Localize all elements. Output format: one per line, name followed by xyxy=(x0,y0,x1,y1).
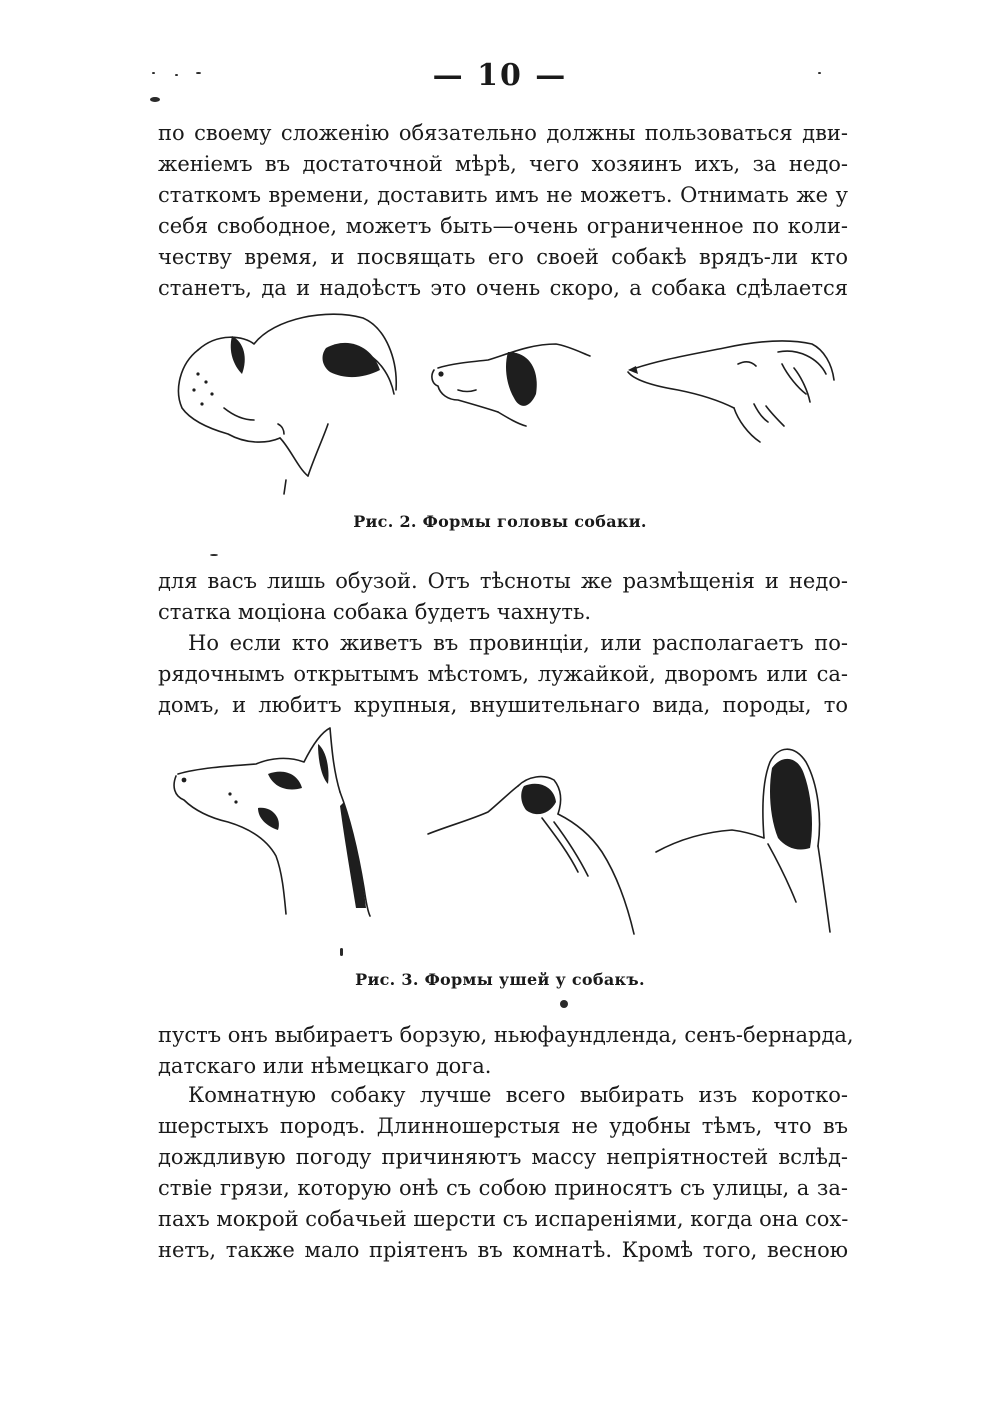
figure-3-caption: Рис. 3. Формы ушей у собакъ. xyxy=(355,970,645,989)
page-number: — 10 — xyxy=(432,58,568,93)
paragraph-2 xyxy=(158,566,848,628)
paragraph-4 xyxy=(158,1020,854,1082)
paragraph-1 xyxy=(158,118,848,304)
paragraph-3 xyxy=(158,628,848,721)
text-line: датскаго или нѣмецкаго дога. xyxy=(158,1054,492,1078)
text-line: по своему сложенію обязательно должны пользоваться дви- xyxy=(158,121,848,145)
folded-ear-drawing xyxy=(428,777,634,934)
text-line: пустъ онъ выбираетъ борзую, ньюфаундленда, сенъ-бернарда, xyxy=(158,1023,854,1047)
text-line: ствіе грязи, которую онѣ съ собою приносятъ съ улицы, а за- xyxy=(158,1176,848,1200)
text-line: шерстыхъ породъ. Длинношерстыя не удобны тѣмъ, что въ xyxy=(158,1114,848,1138)
bat-ear-drawing xyxy=(656,749,830,932)
text-line: статкомъ времени, доставить имъ не можетъ. Отнимать же у xyxy=(158,183,848,207)
print-speck xyxy=(818,72,821,74)
mastiff-head-drawing xyxy=(179,314,397,494)
text-line: нетъ, также мало пріятенъ въ комнатѣ. Кромѣ того, весною xyxy=(158,1238,848,1262)
print-speck xyxy=(175,74,178,76)
dog-head-shapes-drawing xyxy=(158,308,848,500)
print-speck xyxy=(340,948,343,956)
print-speck xyxy=(210,554,218,556)
text-line: честву время, и посвящать его своей собакѣ врядъ-ли кто xyxy=(158,245,848,269)
text-line: Комнатную собаку лучше всего выбирать изъ коротко- xyxy=(188,1083,848,1107)
figure-dog-ears xyxy=(158,722,848,942)
text-line: рядочнымъ открытымъ мѣстомъ, лужайкой, дворомъ или са- xyxy=(158,662,848,686)
print-speck xyxy=(150,97,160,102)
text-line: для васъ лишь обузой. Отъ тѣсноты же размѣщенія и недо- xyxy=(158,569,848,593)
print-speck xyxy=(560,1000,568,1008)
text-line: Но если кто живетъ въ провинціи, или располагаетъ по- xyxy=(188,631,848,655)
text-line: статка моціона собака будетъ чахнуть. xyxy=(158,600,592,624)
text-line: станетъ, да и надоѣстъ это очень скоро, а собака сдѣлается xyxy=(158,276,848,300)
pointer-head-drawing xyxy=(432,344,590,426)
figure-2-caption: Рис. 2. Формы головы собаки. xyxy=(353,512,647,531)
text-line: пахъ мокрой собачьей шерсти съ испареніями, когда она сох- xyxy=(158,1207,849,1231)
print-speck xyxy=(152,72,155,74)
text-line: домъ, и любитъ крупныя, внушительнаго вида, породы, то xyxy=(158,693,848,717)
paragraph-5 xyxy=(158,1080,848,1266)
erect-ear-head-drawing xyxy=(174,728,370,916)
figure-dog-heads xyxy=(158,308,848,500)
dog-ear-shapes-drawing xyxy=(158,722,848,942)
print-speck xyxy=(196,72,201,74)
borzoi-head-drawing xyxy=(628,341,834,442)
text-line: дождливую погоду причиняютъ массу непріятностей вслѣд- xyxy=(158,1145,848,1169)
text-line: себя свободное, можетъ быть—очень ограниченное по коли- xyxy=(158,214,848,238)
text-line: женіемъ въ достаточной мѣрѣ, чего хозяинъ ихъ, за недо- xyxy=(158,152,848,176)
